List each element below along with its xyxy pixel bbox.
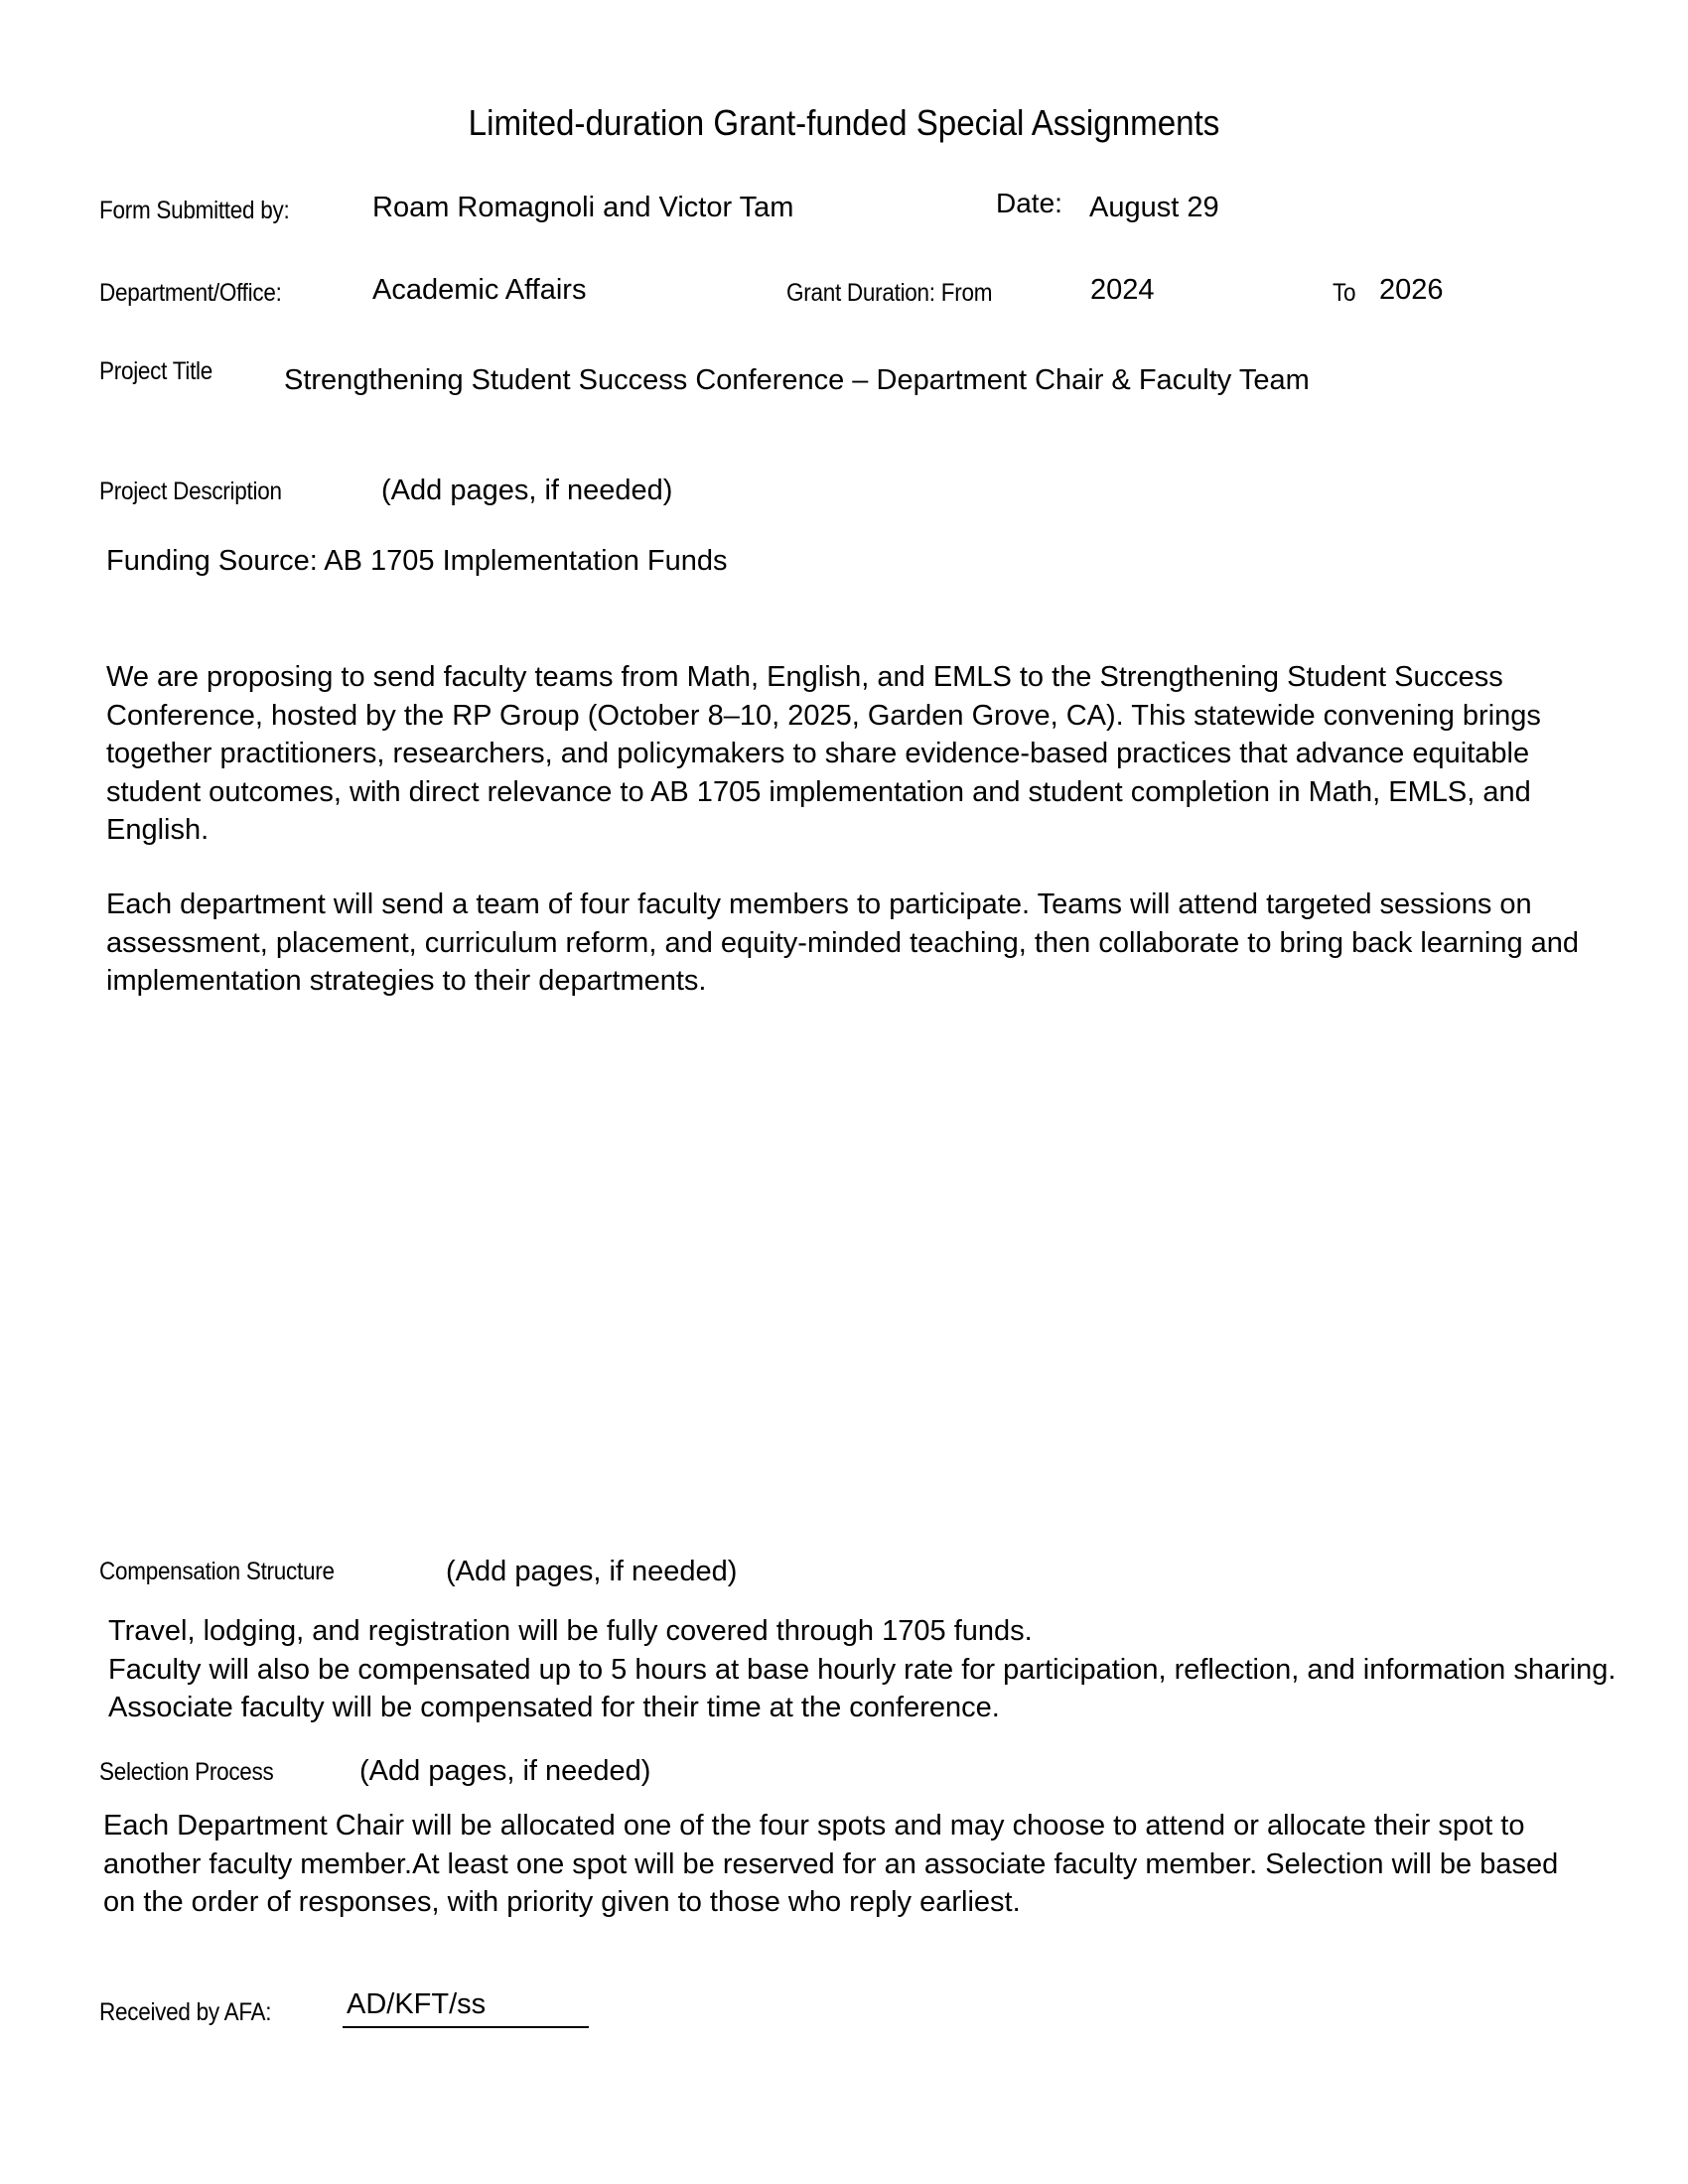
project-description-paragraph-1: [106, 658, 1625, 850]
compensation-structure-hint: (Add pages, if needed): [446, 1556, 738, 1587]
grant-duration-label: Grant Duration: From: [786, 279, 993, 307]
department-value: Academic Affairs: [372, 274, 587, 306]
submitted-by-value: Roam Romagnoli and Victor Tam: [372, 192, 794, 223]
selection-process-label: Selection Process: [99, 1758, 274, 1786]
project-description-label: Project Description: [99, 478, 282, 505]
received-by-value: AD/KFT/ss: [347, 1988, 487, 2020]
grant-to-value: 2026: [1379, 274, 1444, 306]
received-by-field: [343, 1988, 589, 2028]
page-title: Limited-duration Grant-funded Special Assignments: [468, 102, 1220, 143]
selection-process-text: [103, 1807, 1593, 1922]
project-title-value: Strengthening Student Success Conference – Department Chair & Faculty Team: [284, 364, 1310, 396]
date-label: Date:: [996, 188, 1062, 218]
paragraph-text: Each department will send a team of four faculty members to participate. Teams will attend targeted sessions on assessment, placement, curriculum reform, and equity-minded teaching, then collaborate to bring back learning and implementation strategies to their departments.: [106, 888, 1580, 997]
grant-from-value: 2024: [1090, 274, 1155, 306]
compensation-line-1: Travel, lodging, and registration will be fully covered through 1705 funds.: [108, 1615, 1033, 1647]
department-label: Department/Office:: [99, 279, 282, 307]
project-title-label: Project Title: [99, 357, 213, 385]
selection-process-hint: (Add pages, if needed): [359, 1755, 651, 1787]
received-by-label: Received by AFA:: [99, 1998, 272, 2026]
compensation-line-2: Faculty will also be compensated up to 5 hours at base hourly rate for participation, reflection, and information sharing. Associate faculty will be compensated for their time at the conference.: [108, 1653, 1617, 1723]
grant-to-label: To: [1333, 279, 1356, 307]
date-value: August 29: [1089, 192, 1219, 223]
project-description-hint: (Add pages, if needed): [381, 475, 673, 506]
compensation-structure-label: Compensation Structure: [99, 1558, 335, 1585]
project-description-paragraph-2: [106, 886, 1625, 1001]
paragraph-text: We are proposing to send faculty teams from Math, English, and EMLS to the Strengthening Student Success Conference, hosted by the RP Group (October 8–10, 2025, Garden Grove, CA). This statewide convening brings together practitioners, researchers, and policymakers to share evidence-based practices that advance equitable student outcomes, with direct relevance to AB 1705 implementation and student completion in Math, EMLS, and English.: [106, 661, 1541, 846]
compensation-structure-text: [108, 1612, 1627, 1727]
selection-paragraph: Each Department Chair will be allocated one of the four spots and may choose to attend or allocate their spot to another faculty member.At least one spot will be reserved for an associate faculty member. Selection will be based on the order of responses, with priority given to those who reply earliest.: [103, 1810, 1559, 1918]
funding-source: Funding Source: AB 1705 Implementation Funds: [106, 545, 728, 577]
submitted-by-label: Form Submitted by:: [99, 197, 290, 224]
